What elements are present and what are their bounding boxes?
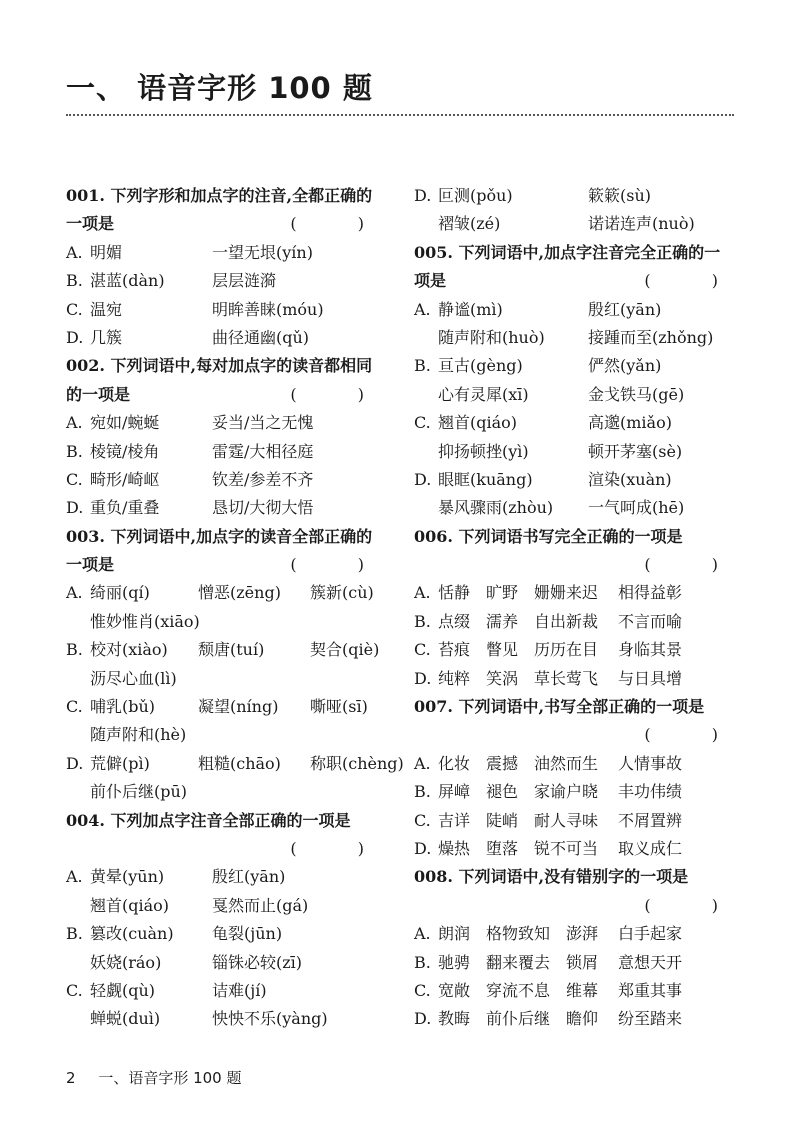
option-line bbox=[414, 949, 754, 977]
option-term: 纯粹 bbox=[438, 668, 471, 688]
question-line bbox=[414, 523, 754, 551]
option-line bbox=[66, 977, 396, 1005]
option-line bbox=[66, 296, 396, 324]
option-term: 澎湃 bbox=[566, 924, 599, 944]
option-label: D. bbox=[414, 838, 432, 858]
option-term: 明眸善睐(móu) bbox=[212, 299, 324, 319]
option-term: 翘首(qiáo) bbox=[438, 413, 518, 433]
option-term: 意想天开 bbox=[618, 952, 683, 972]
question-stem: 006. 下列词语书写完全正确的一项是 bbox=[414, 526, 683, 546]
option-term: 校对(xiào) bbox=[90, 640, 168, 660]
option-line bbox=[414, 807, 754, 835]
option-continuation bbox=[66, 721, 396, 749]
option-label: C. bbox=[414, 413, 431, 433]
option-label: D. bbox=[414, 668, 432, 688]
option-term: 接踵而至(zhǒng) bbox=[588, 327, 714, 347]
option-term: 宽敞 bbox=[438, 980, 471, 1000]
question-line bbox=[66, 523, 396, 551]
option-term: 恳切/大彻大悟 bbox=[212, 498, 314, 518]
option-line bbox=[414, 835, 754, 863]
question-stem: 008. 下列词语中,没有错别字的一项是 bbox=[414, 867, 689, 887]
question-line bbox=[66, 381, 396, 409]
option-term: 丰功伟绩 bbox=[618, 782, 683, 802]
option-term: 吉详 bbox=[438, 810, 471, 830]
option-term: 湛蓝(dàn) bbox=[90, 271, 165, 291]
option-term: 憎恶(zēng) bbox=[198, 583, 281, 603]
option-term: 翻来覆去 bbox=[486, 952, 551, 972]
option-term: 温宛 bbox=[90, 299, 123, 319]
option-line bbox=[66, 466, 396, 494]
chapter-title: 一、 语音字形 100 题 bbox=[66, 71, 373, 105]
option-label: C. bbox=[66, 469, 83, 489]
option-line bbox=[414, 466, 754, 494]
option-term: 油然而生 bbox=[534, 753, 599, 773]
question-stem: 004. 下列加点字注音全部正确的一项是 bbox=[66, 810, 351, 830]
question-line bbox=[66, 182, 396, 210]
option-term: 姗姗来迟 bbox=[534, 583, 599, 603]
option-term: 凝望(níng) bbox=[198, 697, 279, 717]
option-term: 契合(qiè) bbox=[310, 640, 380, 660]
option-label: C. bbox=[414, 980, 431, 1000]
option-term: 恬静 bbox=[438, 583, 471, 603]
option-term: 历历在目 bbox=[534, 640, 599, 660]
question-line bbox=[66, 835, 396, 863]
option-continuation bbox=[414, 324, 754, 352]
question-stem: 005. 下列词语中,加点字注音完全正确的一 bbox=[414, 242, 721, 262]
question-line bbox=[414, 892, 754, 920]
option-label: A. bbox=[414, 924, 431, 944]
option-term: 簌簌(sù) bbox=[588, 186, 652, 205]
option-label: D. bbox=[414, 1009, 432, 1029]
option-label: C. bbox=[414, 640, 431, 660]
option-term: 瞥见 bbox=[486, 640, 519, 660]
option-term: 顿开茅塞(sè) bbox=[588, 441, 683, 461]
option-label: A. bbox=[66, 867, 83, 887]
option-term: 家谕户晓 bbox=[534, 782, 599, 802]
question-line bbox=[414, 267, 754, 295]
option-term: 濡养 bbox=[486, 611, 519, 631]
question-line bbox=[414, 863, 754, 891]
option-label: C. bbox=[66, 697, 83, 717]
option-term: 一望无垠(yín) bbox=[212, 242, 313, 262]
option-term: 驰骋 bbox=[438, 952, 471, 972]
option-term: 眼眶(kuāng) bbox=[438, 469, 533, 489]
option-line bbox=[66, 636, 396, 664]
option-continuation bbox=[414, 438, 754, 466]
question-line bbox=[414, 239, 754, 267]
option-label: A. bbox=[414, 753, 431, 773]
option-term: 人情事故 bbox=[618, 753, 683, 773]
option-term: 龟裂(jūn) bbox=[212, 924, 283, 944]
option-line bbox=[414, 920, 754, 948]
answer-parentheses: ( ) bbox=[290, 384, 392, 404]
right-column bbox=[414, 182, 754, 1034]
option-term: 殷红(yān) bbox=[212, 867, 286, 887]
option-term: 旷野 bbox=[486, 583, 519, 603]
question-line bbox=[414, 551, 754, 579]
option-label: A. bbox=[66, 242, 83, 262]
option-term: 相得益彰 bbox=[618, 583, 683, 603]
option-term: 妖娆(ráo) bbox=[90, 952, 162, 972]
option-label: B. bbox=[66, 441, 83, 461]
option-term: 格物致知 bbox=[486, 924, 551, 944]
option-term: 穿流不息 bbox=[486, 980, 551, 1000]
option-line bbox=[414, 182, 754, 210]
option-term: 维幕 bbox=[566, 980, 599, 1000]
option-line bbox=[66, 438, 396, 466]
option-term: 点缀 bbox=[438, 611, 471, 631]
question-stem: 007. 下列词语中,书写全部正确的一项是 bbox=[414, 697, 705, 717]
option-term: 宛如/蜿蜒 bbox=[90, 413, 160, 433]
question-stem: 一项是 bbox=[66, 214, 115, 234]
question-stem: 002. 下列词语中,每对加点字的读音都相同 bbox=[66, 356, 373, 376]
option-term: 纷至踏来 bbox=[618, 1009, 683, 1029]
option-line bbox=[414, 665, 754, 693]
option-continuation bbox=[66, 1005, 396, 1033]
option-line bbox=[66, 409, 396, 437]
option-term: 前仆后继(pū) bbox=[90, 782, 188, 802]
question-stem: 003. 下列词语中,加点字的读音全部正确的 bbox=[66, 526, 373, 546]
option-term: 重负/重叠 bbox=[90, 498, 160, 518]
option-term: 颓唐(tuí) bbox=[198, 640, 265, 660]
option-term: 惟妙惟肖(xiāo) bbox=[90, 611, 200, 631]
option-term: 雷霆/大相径庭 bbox=[212, 441, 314, 461]
option-term: 俨然(yǎn) bbox=[588, 356, 662, 376]
option-term: 朗润 bbox=[438, 924, 471, 944]
option-label: A. bbox=[66, 413, 83, 433]
option-label: B. bbox=[414, 356, 431, 376]
question-stem: 的一项是 bbox=[66, 384, 131, 404]
option-term: 瞻仰 bbox=[566, 1009, 599, 1029]
option-line bbox=[66, 239, 396, 267]
answer-parentheses: ( ) bbox=[644, 555, 746, 575]
question-line bbox=[66, 551, 396, 579]
option-term: 哺乳(bǔ) bbox=[90, 697, 156, 717]
option-term: 静谧(mì) bbox=[438, 299, 503, 319]
option-term: 心有灵犀(xī) bbox=[438, 384, 529, 404]
option-term: 明媚 bbox=[90, 242, 123, 262]
option-term: 棱镜/棱角 bbox=[90, 441, 160, 461]
option-term: 笑涡 bbox=[486, 668, 519, 688]
answer-parentheses: ( ) bbox=[644, 895, 746, 915]
question-line bbox=[66, 352, 396, 380]
option-term: 自出新裁 bbox=[534, 611, 599, 631]
option-term: 白手起家 bbox=[618, 924, 683, 944]
option-term: 郑重其事 bbox=[618, 980, 683, 1000]
answer-parentheses: ( ) bbox=[290, 555, 392, 575]
option-continuation bbox=[414, 210, 754, 238]
option-continuation bbox=[66, 778, 396, 806]
option-label: D. bbox=[66, 498, 84, 518]
option-term: 锐不可当 bbox=[534, 838, 599, 858]
option-term: 高邈(miǎo) bbox=[588, 413, 672, 433]
option-line bbox=[414, 608, 754, 636]
footer-section-title: 一、语音字形 100 题 bbox=[98, 1069, 242, 1087]
option-line bbox=[414, 1005, 754, 1033]
option-label: B. bbox=[66, 271, 83, 291]
option-term: 黄晕(yūn) bbox=[90, 867, 165, 887]
option-continuation bbox=[414, 494, 754, 522]
title-divider bbox=[66, 114, 734, 116]
option-label: B. bbox=[414, 611, 431, 631]
option-line bbox=[66, 494, 396, 522]
option-term: 戛然而止(gá) bbox=[212, 895, 309, 915]
option-label: D. bbox=[414, 186, 432, 205]
option-term: 称职(chèng) bbox=[310, 753, 404, 773]
option-line bbox=[414, 636, 754, 664]
option-term: 褶皱(zé) bbox=[438, 214, 501, 234]
option-term: 畸形/崎岖 bbox=[90, 469, 160, 489]
option-term: 震撼 bbox=[486, 753, 519, 773]
option-term: 渲染(xuàn) bbox=[588, 469, 672, 489]
option-term: 层层涟漪 bbox=[212, 271, 277, 291]
option-term: 教晦 bbox=[438, 1009, 471, 1029]
option-term: 随声附和(huò) bbox=[438, 327, 545, 347]
option-term: 草长莺飞 bbox=[534, 668, 599, 688]
option-line bbox=[414, 296, 754, 324]
option-term: 前仆后继 bbox=[486, 1009, 551, 1029]
question-line bbox=[414, 721, 754, 749]
option-label: D. bbox=[414, 469, 432, 489]
option-term: 不言而喻 bbox=[618, 611, 683, 631]
option-line bbox=[66, 750, 404, 778]
question-stem: 一项是 bbox=[66, 555, 115, 575]
option-term: 燥热 bbox=[438, 838, 471, 858]
option-line bbox=[66, 579, 396, 607]
option-term: 身临其景 bbox=[618, 640, 683, 660]
option-term: 妥当/当之无愧 bbox=[212, 413, 314, 433]
option-label: B. bbox=[66, 640, 83, 660]
option-label: A. bbox=[414, 299, 431, 319]
option-term: 殷红(yān) bbox=[588, 299, 662, 319]
option-term: 粗糙(chāo) bbox=[198, 753, 281, 773]
option-term: 蝉蜕(duì) bbox=[90, 1009, 161, 1029]
option-continuation bbox=[66, 665, 396, 693]
answer-parentheses: ( ) bbox=[290, 838, 392, 858]
option-term: 一气呵成(hē) bbox=[588, 498, 685, 518]
option-label: C. bbox=[66, 299, 83, 319]
option-term: 堕落 bbox=[486, 838, 519, 858]
question-stem: 项是 bbox=[414, 271, 447, 291]
option-label: C. bbox=[66, 980, 83, 1000]
option-term: 钦差/参差不齐 bbox=[212, 469, 314, 489]
option-line bbox=[66, 324, 396, 352]
option-term: 亘古(gèng) bbox=[438, 356, 523, 376]
page-number: 2 bbox=[66, 1069, 76, 1087]
option-label: B. bbox=[414, 782, 431, 802]
option-label: D. bbox=[66, 327, 84, 347]
option-term: 抑扬顿挫(yì) bbox=[438, 441, 529, 461]
answer-parentheses: ( ) bbox=[290, 214, 392, 234]
option-term: 陡峭 bbox=[486, 810, 519, 830]
option-line bbox=[66, 863, 396, 891]
option-term: 绮丽(qí) bbox=[90, 583, 150, 603]
question-line bbox=[66, 807, 396, 835]
option-line bbox=[414, 750, 754, 778]
option-continuation bbox=[66, 892, 396, 920]
option-line bbox=[66, 920, 396, 948]
option-term: 曲径通幽(qǔ) bbox=[212, 327, 310, 347]
question-line bbox=[66, 210, 396, 238]
option-term: 苔痕 bbox=[438, 640, 471, 660]
option-continuation bbox=[66, 608, 396, 636]
option-label: B. bbox=[66, 924, 83, 944]
page-footer bbox=[66, 1067, 242, 1088]
option-continuation bbox=[414, 381, 754, 409]
question-line bbox=[414, 693, 754, 721]
question-stem: 001. 下列字形和加点字的注音,全都正确的 bbox=[66, 186, 373, 205]
option-term: 屏嶂 bbox=[438, 782, 471, 802]
option-term: 几簇 bbox=[90, 327, 123, 347]
option-term: 锱铢必较(zī) bbox=[212, 952, 303, 972]
option-label: D. bbox=[66, 753, 84, 773]
option-label: C. bbox=[414, 810, 431, 830]
answer-parentheses: ( ) bbox=[644, 271, 746, 291]
option-label: A. bbox=[414, 583, 431, 603]
option-term: 化妆 bbox=[438, 753, 471, 773]
option-line bbox=[414, 778, 754, 806]
option-label: B. bbox=[414, 952, 431, 972]
option-term: 荒僻(pì) bbox=[90, 753, 150, 773]
option-term: 簇新(cù) bbox=[310, 583, 374, 603]
option-term: 与日具增 bbox=[618, 668, 683, 688]
option-term: 嘶哑(sī) bbox=[310, 697, 368, 717]
option-term: 篡改(cuàn) bbox=[90, 924, 174, 944]
option-term: 诘难(jí) bbox=[212, 980, 267, 1000]
option-line bbox=[66, 267, 396, 295]
option-term: 金戈铁马(gē) bbox=[588, 384, 685, 404]
option-label: A. bbox=[66, 583, 83, 603]
option-line bbox=[414, 409, 754, 437]
option-line bbox=[414, 352, 754, 380]
option-term: 暴风骤雨(zhòu) bbox=[438, 498, 554, 518]
option-line bbox=[66, 693, 396, 721]
option-term: 取义成仁 bbox=[618, 838, 683, 858]
option-term: 褪色 bbox=[486, 782, 519, 802]
option-term: 不屑置辨 bbox=[618, 810, 683, 830]
option-continuation bbox=[66, 949, 396, 977]
left-column bbox=[66, 182, 404, 1034]
option-term: 轻觑(qù) bbox=[90, 980, 156, 1000]
option-term: 叵测(pǒu) bbox=[438, 186, 513, 205]
option-line bbox=[414, 977, 754, 1005]
option-term: 随声附和(hè) bbox=[90, 725, 187, 745]
option-line bbox=[414, 579, 754, 607]
option-term: 锁屑 bbox=[566, 952, 599, 972]
option-term: 怏怏不乐(yàng) bbox=[212, 1009, 328, 1029]
option-term: 耐人寻味 bbox=[534, 810, 599, 830]
option-term: 诺诺连声(nuò) bbox=[588, 214, 695, 234]
option-term: 沥尽心血(lì) bbox=[90, 668, 177, 688]
option-term: 翘首(qiáo) bbox=[90, 895, 170, 915]
answer-parentheses: ( ) bbox=[644, 725, 746, 745]
